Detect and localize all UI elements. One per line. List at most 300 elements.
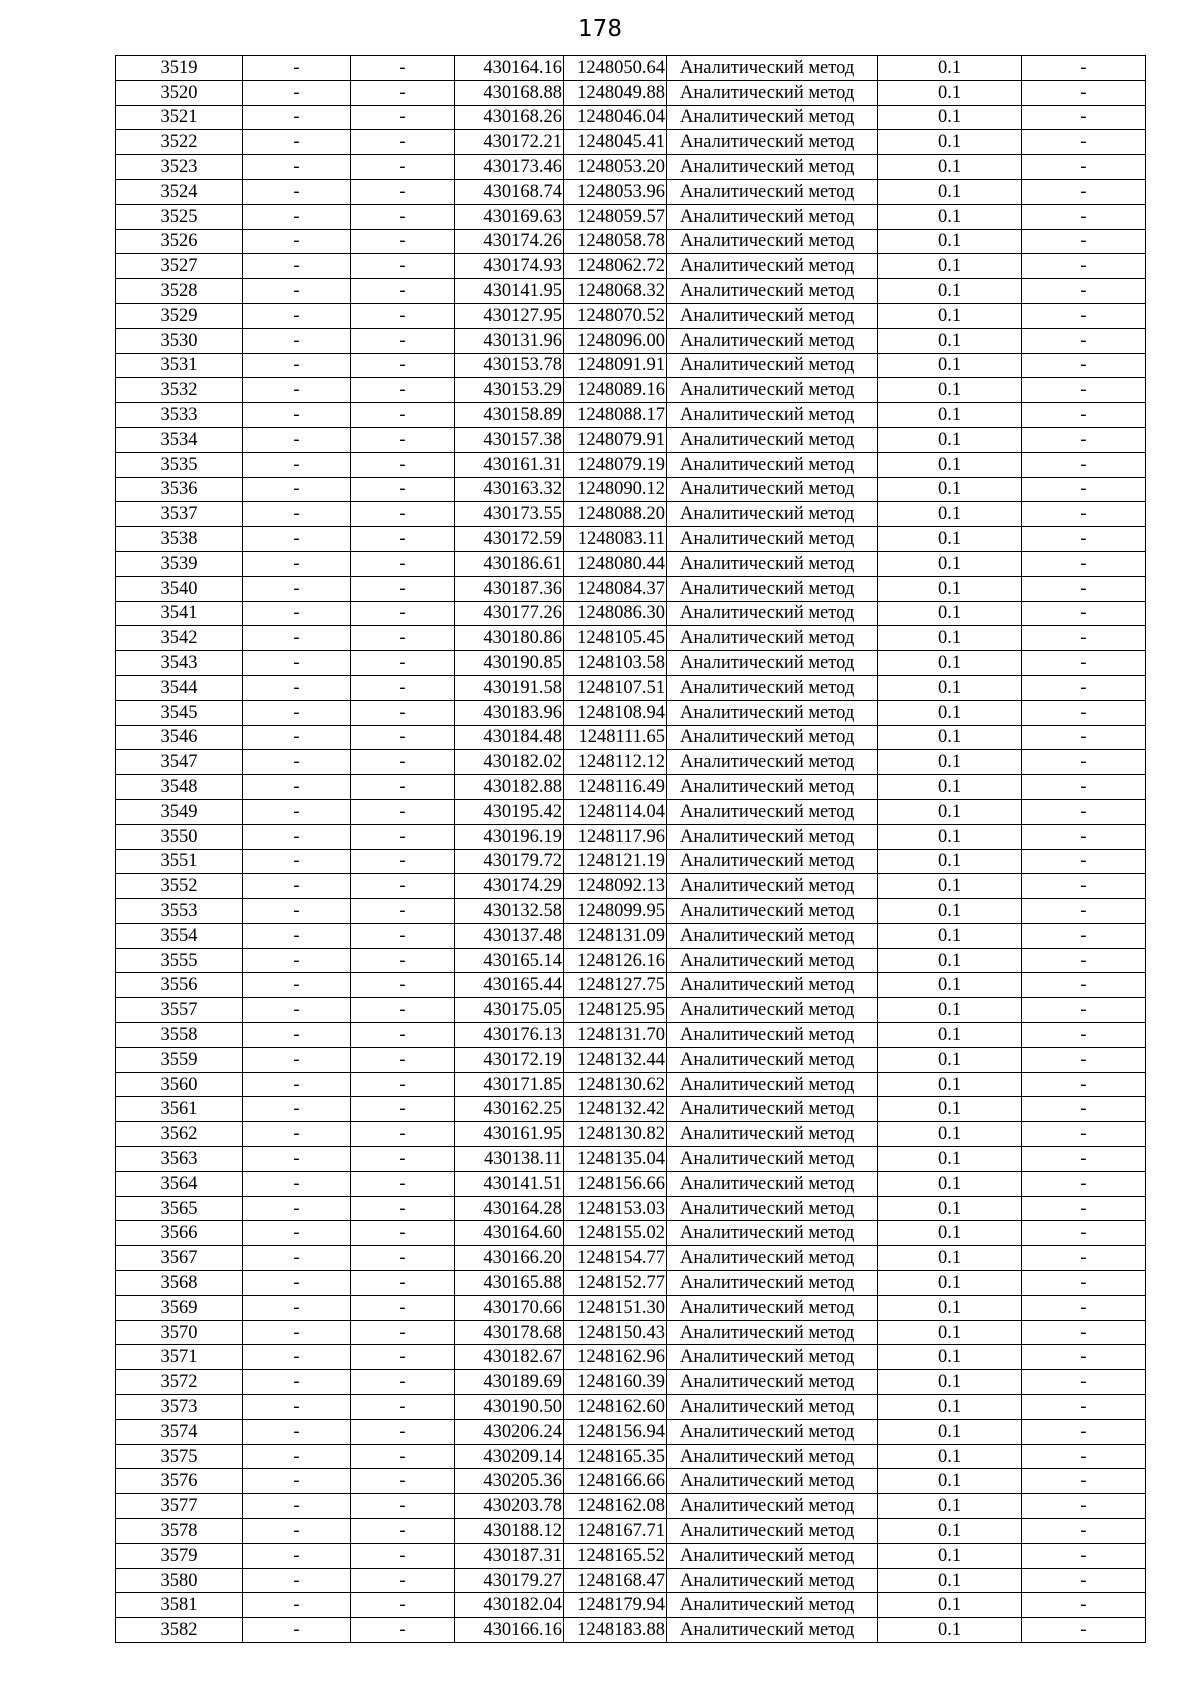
point-number-cell: 3571	[116, 1345, 243, 1370]
empty-cell: -	[1022, 254, 1146, 279]
table-row	[116, 427, 1146, 452]
method-cell: Аналитический метод	[667, 204, 878, 229]
accuracy-cell: 0.1	[878, 1494, 1022, 1519]
point-number-cell: 3521	[116, 105, 243, 130]
method-cell: Аналитический метод	[667, 576, 878, 601]
accuracy-cell: 0.1	[878, 750, 1022, 775]
x-coordinate-cell: 430179.72	[455, 849, 564, 874]
point-number-cell: 3528	[116, 279, 243, 304]
x-coordinate-cell: 430161.31	[455, 452, 564, 477]
accuracy-cell: 0.1	[878, 849, 1022, 874]
point-number-cell: 3559	[116, 1047, 243, 1072]
y-coordinate-cell: 1248168.47	[564, 1568, 667, 1593]
method-cell: Аналитический метод	[667, 923, 878, 948]
empty-cell: -	[1022, 105, 1146, 130]
y-coordinate-cell: 1248096.00	[564, 328, 667, 353]
y-coordinate-cell: 1248156.94	[564, 1419, 667, 1444]
method-cell: Аналитический метод	[667, 973, 878, 998]
accuracy-cell: 0.1	[878, 1618, 1022, 1643]
table-row	[116, 1618, 1146, 1643]
y-coordinate-cell: 1248111.65	[564, 725, 667, 750]
y-coordinate-cell: 1248105.45	[564, 626, 667, 651]
accuracy-cell: 0.1	[878, 155, 1022, 180]
x-coordinate-cell: 430127.95	[455, 303, 564, 328]
accuracy-cell: 0.1	[878, 725, 1022, 750]
empty-cell: -	[351, 378, 455, 403]
x-coordinate-cell: 430170.66	[455, 1295, 564, 1320]
y-coordinate-cell: 1248155.02	[564, 1221, 667, 1246]
point-number-cell: 3564	[116, 1171, 243, 1196]
empty-cell: -	[1022, 1196, 1146, 1221]
method-cell: Аналитический метод	[667, 229, 878, 254]
x-coordinate-cell: 430165.88	[455, 1271, 564, 1296]
table-row	[116, 1122, 1146, 1147]
empty-cell: -	[351, 1271, 455, 1296]
x-coordinate-cell: 430184.48	[455, 725, 564, 750]
point-number-cell: 3543	[116, 651, 243, 676]
point-number-cell: 3582	[116, 1618, 243, 1643]
method-cell: Аналитический метод	[667, 1618, 878, 1643]
empty-cell: -	[351, 328, 455, 353]
point-number-cell: 3581	[116, 1593, 243, 1618]
method-cell: Аналитический метод	[667, 1295, 878, 1320]
point-number-cell: 3538	[116, 527, 243, 552]
method-cell: Аналитический метод	[667, 1246, 878, 1271]
y-coordinate-cell: 1248166.66	[564, 1469, 667, 1494]
table-row	[116, 1419, 1146, 1444]
empty-cell: -	[1022, 651, 1146, 676]
x-coordinate-cell: 430166.16	[455, 1618, 564, 1643]
empty-cell: -	[1022, 80, 1146, 105]
method-cell: Аналитический метод	[667, 849, 878, 874]
y-coordinate-cell: 1248046.04	[564, 105, 667, 130]
empty-cell: -	[243, 502, 351, 527]
accuracy-cell: 0.1	[878, 1320, 1022, 1345]
method-cell: Аналитический метод	[667, 303, 878, 328]
empty-cell: -	[1022, 799, 1146, 824]
empty-cell: -	[1022, 1345, 1146, 1370]
empty-cell: -	[351, 303, 455, 328]
empty-cell: -	[243, 1593, 351, 1618]
accuracy-cell: 0.1	[878, 1097, 1022, 1122]
empty-cell: -	[351, 1246, 455, 1271]
method-cell: Аналитический метод	[667, 1023, 878, 1048]
empty-cell: -	[1022, 1519, 1146, 1544]
x-coordinate-cell: 430132.58	[455, 899, 564, 924]
empty-cell: -	[351, 403, 455, 428]
point-number-cell: 3553	[116, 899, 243, 924]
point-number-cell: 3525	[116, 204, 243, 229]
method-cell: Аналитический метод	[667, 948, 878, 973]
empty-cell: -	[1022, 849, 1146, 874]
point-number-cell: 3555	[116, 948, 243, 973]
point-number-cell: 3578	[116, 1519, 243, 1544]
empty-cell: -	[1022, 477, 1146, 502]
method-cell: Аналитический метод	[667, 353, 878, 378]
point-number-cell: 3541	[116, 601, 243, 626]
x-coordinate-cell: 430174.26	[455, 229, 564, 254]
table-row	[116, 452, 1146, 477]
accuracy-cell: 0.1	[878, 651, 1022, 676]
empty-cell: -	[243, 799, 351, 824]
empty-cell: -	[1022, 973, 1146, 998]
empty-cell: -	[243, 378, 351, 403]
method-cell: Аналитический метод	[667, 1320, 878, 1345]
y-coordinate-cell: 1248107.51	[564, 675, 667, 700]
x-coordinate-cell: 430161.95	[455, 1122, 564, 1147]
x-coordinate-cell: 430178.68	[455, 1320, 564, 1345]
accuracy-cell: 0.1	[878, 1196, 1022, 1221]
empty-cell: -	[351, 700, 455, 725]
accuracy-cell: 0.1	[878, 551, 1022, 576]
empty-cell: -	[243, 1196, 351, 1221]
empty-cell: -	[243, 948, 351, 973]
empty-cell: -	[243, 923, 351, 948]
y-coordinate-cell: 1248090.12	[564, 477, 667, 502]
x-coordinate-cell: 430141.51	[455, 1171, 564, 1196]
accuracy-cell: 0.1	[878, 328, 1022, 353]
method-cell: Аналитический метод	[667, 155, 878, 180]
x-coordinate-cell: 430165.44	[455, 973, 564, 998]
empty-cell: -	[1022, 130, 1146, 155]
method-cell: Аналитический метод	[667, 1047, 878, 1072]
empty-cell: -	[243, 1568, 351, 1593]
empty-cell: -	[243, 254, 351, 279]
empty-cell: -	[351, 427, 455, 452]
method-cell: Аналитический метод	[667, 1568, 878, 1593]
table-row	[116, 1171, 1146, 1196]
table-row	[116, 403, 1146, 428]
y-coordinate-cell: 1248179.94	[564, 1593, 667, 1618]
table-row	[116, 998, 1146, 1023]
empty-cell: -	[1022, 1593, 1146, 1618]
point-number-cell: 3568	[116, 1271, 243, 1296]
method-cell: Аналитический метод	[667, 1593, 878, 1618]
x-coordinate-cell: 430187.36	[455, 576, 564, 601]
y-coordinate-cell: 1248089.16	[564, 378, 667, 403]
empty-cell: -	[243, 1221, 351, 1246]
method-cell: Аналитический метод	[667, 551, 878, 576]
empty-cell: -	[243, 1618, 351, 1643]
method-cell: Аналитический метод	[667, 130, 878, 155]
y-coordinate-cell: 1248152.77	[564, 1271, 667, 1296]
empty-cell: -	[243, 1097, 351, 1122]
empty-cell: -	[351, 204, 455, 229]
method-cell: Аналитический метод	[667, 56, 878, 81]
accuracy-cell: 0.1	[878, 204, 1022, 229]
x-coordinate-cell: 430166.20	[455, 1246, 564, 1271]
empty-cell: -	[243, 899, 351, 924]
method-cell: Аналитический метод	[667, 775, 878, 800]
y-coordinate-cell: 1248132.44	[564, 1047, 667, 1072]
empty-cell: -	[1022, 1171, 1146, 1196]
table-row	[116, 328, 1146, 353]
y-coordinate-cell: 1248079.91	[564, 427, 667, 452]
x-coordinate-cell: 430172.21	[455, 130, 564, 155]
method-cell: Аналитический метод	[667, 874, 878, 899]
y-coordinate-cell: 1248162.08	[564, 1494, 667, 1519]
accuracy-cell: 0.1	[878, 1072, 1022, 1097]
table-row	[116, 1494, 1146, 1519]
table-row	[116, 527, 1146, 552]
table-row	[116, 1246, 1146, 1271]
empty-cell: -	[351, 229, 455, 254]
accuracy-cell: 0.1	[878, 80, 1022, 105]
y-coordinate-cell: 1248084.37	[564, 576, 667, 601]
x-coordinate-cell: 430196.19	[455, 824, 564, 849]
accuracy-cell: 0.1	[878, 700, 1022, 725]
accuracy-cell: 0.1	[878, 1023, 1022, 1048]
empty-cell: -	[243, 179, 351, 204]
empty-cell: -	[1022, 1494, 1146, 1519]
accuracy-cell: 0.1	[878, 527, 1022, 552]
table-row	[116, 899, 1146, 924]
y-coordinate-cell: 1248132.42	[564, 1097, 667, 1122]
x-coordinate-cell: 430188.12	[455, 1519, 564, 1544]
y-coordinate-cell: 1248053.96	[564, 179, 667, 204]
empty-cell: -	[243, 1271, 351, 1296]
empty-cell: -	[243, 849, 351, 874]
empty-cell: -	[1022, 229, 1146, 254]
empty-cell: -	[1022, 1097, 1146, 1122]
y-coordinate-cell: 1248165.35	[564, 1444, 667, 1469]
accuracy-cell: 0.1	[878, 452, 1022, 477]
accuracy-cell: 0.1	[878, 824, 1022, 849]
accuracy-cell: 0.1	[878, 1444, 1022, 1469]
x-coordinate-cell: 430175.05	[455, 998, 564, 1023]
y-coordinate-cell: 1248059.57	[564, 204, 667, 229]
point-number-cell: 3547	[116, 750, 243, 775]
empty-cell: -	[243, 477, 351, 502]
empty-cell: -	[1022, 1271, 1146, 1296]
table-row	[116, 353, 1146, 378]
table-row	[116, 1147, 1146, 1172]
empty-cell: -	[243, 1122, 351, 1147]
table-row	[116, 254, 1146, 279]
point-number-cell: 3570	[116, 1320, 243, 1345]
x-coordinate-cell: 430189.69	[455, 1370, 564, 1395]
x-coordinate-cell: 430182.02	[455, 750, 564, 775]
empty-cell: -	[351, 923, 455, 948]
empty-cell: -	[243, 1345, 351, 1370]
empty-cell: -	[1022, 750, 1146, 775]
accuracy-cell: 0.1	[878, 973, 1022, 998]
empty-cell: -	[1022, 1444, 1146, 1469]
empty-cell: -	[1022, 1395, 1146, 1420]
method-cell: Аналитический метод	[667, 378, 878, 403]
table-row	[116, 378, 1146, 403]
table-row	[116, 626, 1146, 651]
point-number-cell: 3561	[116, 1097, 243, 1122]
x-coordinate-cell: 430176.13	[455, 1023, 564, 1048]
empty-cell: -	[243, 1370, 351, 1395]
method-cell: Аналитический метод	[667, 1072, 878, 1097]
y-coordinate-cell: 1248153.03	[564, 1196, 667, 1221]
empty-cell: -	[351, 353, 455, 378]
y-coordinate-cell: 1248068.32	[564, 279, 667, 304]
y-coordinate-cell: 1248045.41	[564, 130, 667, 155]
empty-cell: -	[243, 1543, 351, 1568]
method-cell: Аналитический метод	[667, 799, 878, 824]
empty-cell: -	[351, 849, 455, 874]
table-row	[116, 303, 1146, 328]
empty-cell: -	[1022, 700, 1146, 725]
accuracy-cell: 0.1	[878, 1047, 1022, 1072]
empty-cell: -	[351, 130, 455, 155]
accuracy-cell: 0.1	[878, 1370, 1022, 1395]
empty-cell: -	[243, 527, 351, 552]
empty-cell: -	[1022, 1370, 1146, 1395]
point-number-cell: 3533	[116, 403, 243, 428]
table-row	[116, 204, 1146, 229]
method-cell: Аналитический метод	[667, 1543, 878, 1568]
empty-cell: -	[351, 651, 455, 676]
empty-cell: -	[351, 601, 455, 626]
table-row	[116, 923, 1146, 948]
point-number-cell: 3535	[116, 452, 243, 477]
empty-cell: -	[1022, 527, 1146, 552]
point-number-cell: 3563	[116, 1147, 243, 1172]
y-coordinate-cell: 1248131.70	[564, 1023, 667, 1048]
empty-cell: -	[351, 527, 455, 552]
empty-cell: -	[243, 80, 351, 105]
empty-cell: -	[351, 1023, 455, 1048]
empty-cell: -	[1022, 576, 1146, 601]
empty-cell: -	[1022, 378, 1146, 403]
point-number-cell: 3522	[116, 130, 243, 155]
empty-cell: -	[351, 1171, 455, 1196]
empty-cell: -	[351, 1543, 455, 1568]
y-coordinate-cell: 1248083.11	[564, 527, 667, 552]
empty-cell: -	[1022, 948, 1146, 973]
method-cell: Аналитический метод	[667, 626, 878, 651]
x-coordinate-cell: 430172.59	[455, 527, 564, 552]
empty-cell: -	[243, 303, 351, 328]
empty-cell: -	[351, 1295, 455, 1320]
table-row	[116, 874, 1146, 899]
accuracy-cell: 0.1	[878, 1295, 1022, 1320]
y-coordinate-cell: 1248160.39	[564, 1370, 667, 1395]
empty-cell: -	[351, 824, 455, 849]
empty-cell: -	[351, 874, 455, 899]
accuracy-cell: 0.1	[878, 105, 1022, 130]
empty-cell: -	[1022, 874, 1146, 899]
accuracy-cell: 0.1	[878, 403, 1022, 428]
x-coordinate-cell: 430182.67	[455, 1345, 564, 1370]
empty-cell: -	[351, 279, 455, 304]
empty-cell: -	[351, 1419, 455, 1444]
method-cell: Аналитический метод	[667, 675, 878, 700]
accuracy-cell: 0.1	[878, 775, 1022, 800]
x-coordinate-cell: 430164.16	[455, 56, 564, 81]
point-number-cell: 3526	[116, 229, 243, 254]
accuracy-cell: 0.1	[878, 1171, 1022, 1196]
table-row	[116, 229, 1146, 254]
empty-cell: -	[1022, 725, 1146, 750]
empty-cell: -	[243, 1395, 351, 1420]
empty-cell: -	[1022, 1419, 1146, 1444]
accuracy-cell: 0.1	[878, 948, 1022, 973]
empty-cell: -	[351, 452, 455, 477]
y-coordinate-cell: 1248058.78	[564, 229, 667, 254]
x-coordinate-cell: 430195.42	[455, 799, 564, 824]
empty-cell: -	[1022, 551, 1146, 576]
point-number-cell: 3566	[116, 1221, 243, 1246]
empty-cell: -	[351, 1370, 455, 1395]
empty-cell: -	[1022, 1618, 1146, 1643]
method-cell: Аналитический метод	[667, 1345, 878, 1370]
y-coordinate-cell: 1248121.19	[564, 849, 667, 874]
empty-cell: -	[351, 179, 455, 204]
empty-cell: -	[351, 1395, 455, 1420]
empty-cell: -	[351, 675, 455, 700]
point-number-cell: 3536	[116, 477, 243, 502]
empty-cell: -	[351, 576, 455, 601]
accuracy-cell: 0.1	[878, 1345, 1022, 1370]
x-coordinate-cell: 430172.19	[455, 1047, 564, 1072]
method-cell: Аналитический метод	[667, 279, 878, 304]
method-cell: Аналитический метод	[667, 502, 878, 527]
y-coordinate-cell: 1248114.04	[564, 799, 667, 824]
point-number-cell: 3552	[116, 874, 243, 899]
empty-cell: -	[243, 279, 351, 304]
empty-cell: -	[243, 651, 351, 676]
empty-cell: -	[351, 1469, 455, 1494]
x-coordinate-cell: 430182.88	[455, 775, 564, 800]
point-number-cell: 3556	[116, 973, 243, 998]
empty-cell: -	[1022, 1122, 1146, 1147]
x-coordinate-cell: 430153.78	[455, 353, 564, 378]
empty-cell: -	[351, 998, 455, 1023]
empty-cell: -	[243, 626, 351, 651]
method-cell: Аналитический метод	[667, 1097, 878, 1122]
empty-cell: -	[243, 601, 351, 626]
empty-cell: -	[243, 229, 351, 254]
x-coordinate-cell: 430206.24	[455, 1419, 564, 1444]
empty-cell: -	[351, 551, 455, 576]
table-row	[116, 56, 1146, 81]
empty-cell: -	[243, 750, 351, 775]
y-coordinate-cell: 1248116.49	[564, 775, 667, 800]
accuracy-cell: 0.1	[878, 303, 1022, 328]
empty-cell: -	[1022, 328, 1146, 353]
point-number-cell: 3550	[116, 824, 243, 849]
point-number-cell: 3539	[116, 551, 243, 576]
y-coordinate-cell: 1248165.52	[564, 1543, 667, 1568]
empty-cell: -	[1022, 1047, 1146, 1072]
empty-cell: -	[1022, 1568, 1146, 1593]
empty-cell: -	[351, 56, 455, 81]
empty-cell: -	[1022, 403, 1146, 428]
point-number-cell: 3557	[116, 998, 243, 1023]
empty-cell: -	[243, 1147, 351, 1172]
accuracy-cell: 0.1	[878, 1543, 1022, 1568]
point-number-cell: 3551	[116, 849, 243, 874]
x-coordinate-cell: 430163.32	[455, 477, 564, 502]
point-number-cell: 3576	[116, 1469, 243, 1494]
table-row	[116, 601, 1146, 626]
empty-cell: -	[243, 1320, 351, 1345]
accuracy-cell: 0.1	[878, 1568, 1022, 1593]
coordinates-table	[115, 55, 1146, 1643]
table-row	[116, 1023, 1146, 1048]
empty-cell: -	[1022, 1221, 1146, 1246]
y-coordinate-cell: 1248053.20	[564, 155, 667, 180]
empty-cell: -	[1022, 502, 1146, 527]
x-coordinate-cell: 430180.86	[455, 626, 564, 651]
empty-cell: -	[1022, 303, 1146, 328]
point-number-cell: 3519	[116, 56, 243, 81]
